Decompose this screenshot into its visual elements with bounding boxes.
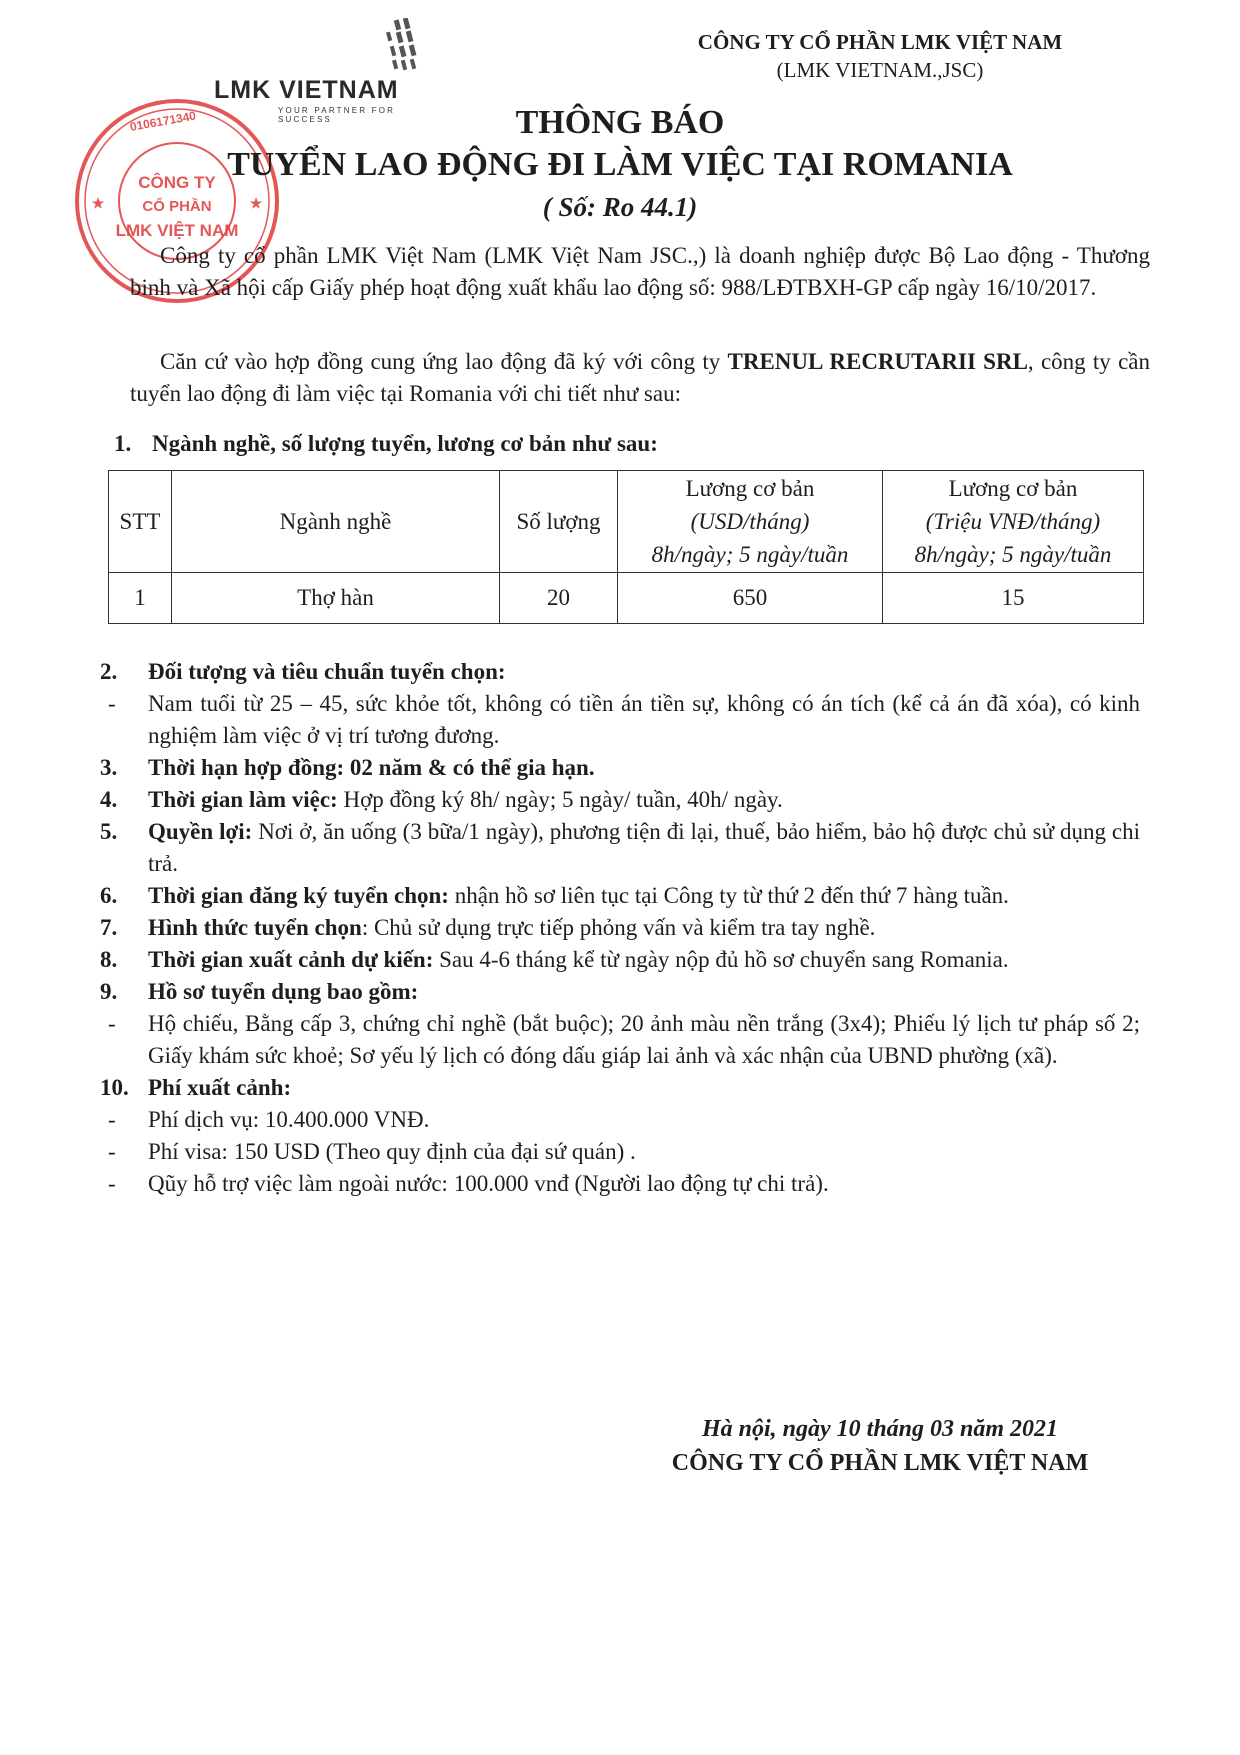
section-10: 10. Phí xuất cảnh: [100, 1075, 292, 1100]
intro-p2-end: , công ty cần tuyển lao động đi làm việc tại Romania với chi tiết như sau: [130, 349, 1150, 406]
fee-item: - Phí dịch vụ: 10.400.000 VNĐ. [108, 1107, 430, 1132]
header-stt: STT [109, 471, 172, 573]
section-2: 2. Đối tượng và tiêu chuẩn tuyển chọn: [100, 659, 506, 684]
header-salary-usd: Lương cơ bản (USD/tháng) 8h/ngày; 5 ngày/tuần [618, 471, 883, 573]
header-job: Ngành nghề [172, 471, 500, 573]
header-quantity: Số lượng [500, 471, 618, 573]
section-3: 3. Thời hạn hợp đồng: 02 năm & có thể gia hạn. [100, 755, 595, 780]
cell-job: Thợ hàn [172, 573, 500, 624]
header-salary-vnd: Lương cơ bản (Triệu VNĐ/tháng) 8h/ngày; 5 ngày/tuần [883, 471, 1144, 573]
cell-salary-usd: 650 [618, 573, 883, 624]
cell-quantity: 20 [500, 573, 618, 624]
section-6: 6. Thời gian đăng ký tuyển chọn: nhận hồ sơ liên tục tại Công ty từ thứ 2 đến thứ 7 hàng tuần. [100, 883, 1009, 908]
logo-name: LMK VIETNAM [214, 76, 399, 104]
svg-text:★: ★ [249, 195, 263, 211]
svg-text:LMK VIỆT NAM: LMK VIỆT NAM [115, 221, 239, 240]
section-5: 5. Quyền lợi: Nơi ở, ăn uống (3 bữa/1 ngày), phương tiện đi lại, thuế, bảo hiểm, bảo hộ được chủ sử dụng chi trả. [100, 819, 1141, 876]
partner-company-name: TRENUL RECRUTARII SRL [727, 349, 1028, 374]
recruitment-table [108, 470, 1144, 624]
notice-number: ( Số: Ro 44.1) [542, 192, 698, 222]
table-header-row [109, 471, 1144, 573]
section-7: 7. Hình thức tuyển chọn: Chủ sử dụng trực tiếp phỏng vấn và kiểm tra tay nghề. [100, 915, 876, 940]
fee-item: - Phí visa: 150 USD (Theo quy định của đại sứ quán) . [108, 1139, 636, 1164]
intro-paragraph-2 [130, 346, 1150, 410]
signature-company: CÔNG TY CỔ PHẦN LMK VIỆT NAM [671, 1450, 1089, 1476]
svg-text:CỔ PHẦN: CỔ PHẦN [142, 198, 212, 215]
company-name: CÔNG TY CỔ PHẦN LMK VIỆT NAM [697, 30, 1063, 54]
svg-text:0106171340: 0106171340 [128, 108, 198, 134]
signature-block [600, 1412, 1160, 1480]
logo-tagline: YOUR PARTNER FOR SUCCESS [278, 106, 396, 124]
requirements-list [100, 656, 1140, 1200]
table-row [109, 573, 1144, 624]
svg-text:★: ★ [91, 195, 105, 211]
intro-paragraph-1: Công ty cổ phần LMK Việt Nam (LMK Việt Nam JSC.,) là doanh nghiệp được Bộ Lao động - Thương binh và Xã hội cấp Giấy phép hoạt động xuất khẩu lao động số: 988/LĐTBXH-GP cấp ngày 16/10/2017. [130, 243, 1150, 300]
notice-subtitle: TUYỂN LAO ĐỘNG ĐI LÀM VIỆC TẠI ROMANIA [227, 146, 1013, 183]
fee-item: - Qũy hỗ trợ việc làm ngoài nước: 100.000 vnđ (Người lao động tự chi trả). [108, 1171, 829, 1196]
section-4: 4. Thời gian làm việc: Hợp đồng ký 8h/ ngày; 5 ngày/ tuần, 40h/ ngày. [100, 787, 783, 812]
section-1-heading: 1. Ngành nghề, số lượng tuyển, lương cơ bản như sau: [114, 431, 658, 456]
section-2-item: - Nam tuổi từ 25 – 45, sức khỏe tốt, không có tiền án tiền sự, không có án tích (kể cả án đã xóa), có kinh nghiệm làm việc ở vị trí tương đương. [108, 691, 1140, 748]
notice-title: THÔNG BÁO [515, 104, 725, 141]
section-9: 9. Hồ sơ tuyển dụng bao gồm: [100, 979, 419, 1004]
section-8: 8. Thời gian xuất cảnh dự kiến: Sau 4-6 tháng kể từ ngày nộp đủ hồ sơ chuyển sang Romania. [100, 947, 1009, 972]
company-header [670, 28, 1090, 84]
cell-stt: 1 [109, 573, 172, 624]
company-short-name: (LMK VIETNAM.,JSC) [776, 58, 984, 82]
svg-text:CÔNG TY: CÔNG TY [138, 173, 216, 192]
logo-flame-icon [375, 18, 425, 80]
signature-date: Hà nội, ngày 10 tháng 03 năm 2021 [701, 1416, 1059, 1442]
cell-salary-vnd: 15 [883, 573, 1144, 624]
intro-p2-start: Căn cứ vào hợp đồng cung ứng lao động đã ký với công ty [160, 349, 728, 374]
section-9-item: - Hộ chiếu, Bằng cấp 3, chứng chỉ nghề (bắt buộc); 20 ảnh màu nền trắng (3x4); Phiếu lý lịch tư pháp số 2; Giấy khám sức khoẻ; Sơ yếu lý lịch có đóng dấu giáp lai ảnh và xác nhận của UBND phường (xã). [108, 1011, 1140, 1068]
